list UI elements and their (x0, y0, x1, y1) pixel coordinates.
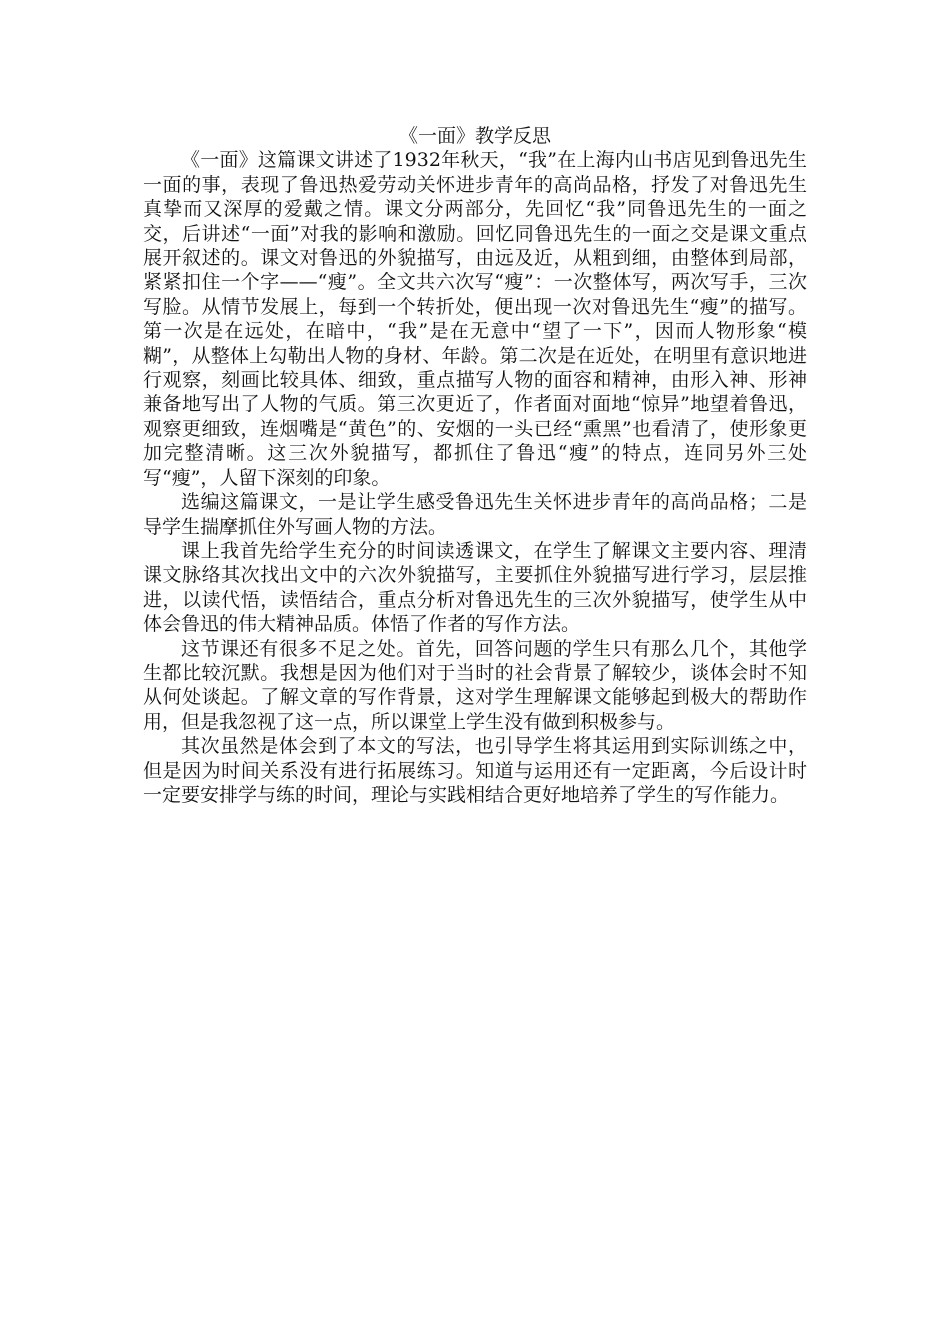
document-title: 《一面》教学反思 (398, 125, 551, 147)
paragraph-2: 选编这篇课文，一是让学生感受鲁迅先生关怀进步青年的高尚品格；二是导学生揣摩抓住外写画人物的方法。 (143, 491, 807, 538)
document-body (143, 124, 807, 807)
paragraph-4: 这节课还有很多不足之处。首先，回答问题的学生只有那么几个，其他学生都比较沉默。我想是因为他们对于当时的社会背景了解较少，谈体会时不知从何处谈起。了解文章的写作背景，这对学生理解课文能够起到极大的帮助作用，但是我忽视了这一点，所以课堂上学生没有做到积极参与。 (143, 637, 807, 733)
paragraph-5: 其次虽然是体会到了本文的写法，也引导学生将其运用到实际训练之中，但是因为时间关系没有进行拓展练习。知道与运用还有一定距离，今后设计时一定要安排学与练的时间，理论与实践相结合更好地培养了学生的写作能力。 (143, 735, 807, 806)
paragraph-1: 《一面》这篇课文讲述了1932年秋天，“我”在上海内山书店见到鲁迅先生一面的事，表现了鲁迅热爱劳动关怀进步青年的高尚品格，抒发了对鲁迅先生真挚而又深厚的爱戴之情。课文分两部分，先回忆“我”同鲁迅先生的一面之交，后讲述“一面”对我的影响和激励。回忆同鲁迅先生的一面之交是课文重点展开叙述的。课文对鲁迅的外貌描写，由远及近，从粗到细，由整体到局部，紧紧扣住一个字——“瘦”。全文共六次写“瘦”：一次整体写，两次写手，三次写脸。从情节发展上，每到一个转折处，便出现一次对鲁迅先生“瘦”的描写。第一次是在远处，在暗中，“我”是在无意中“望了一下”，因而人物形象“模糊”，从整体上勾勒出人物的身材、年龄。第二次是在近处，在明里有意识地进行观察，刻画比较具体、细致，重点描写人物的面容和精神，由形入神、形神兼备地写出了人物的气质。第三次更近了，作者面对面地“惊异”地望着鲁迅，观察更细致，连烟嘴是“黄色”的、安烟的一头已经“熏黑”也看清了，使形象更加完整清晰。这三次外貌描写，都抓住了鲁迅“瘦”的特点，连同另外三处写“瘦”，人留下深刻的印象。 (143, 149, 807, 489)
paragraph-3: 课上我首先给学生充分的时间读透课文，在学生了解课文主要内容、理清课文脉络其次找出文中的六次外貌描写，主要抓住外貌描写进行学习，层层推进，以读代悟，读悟结合，重点分析对鲁迅先生的三次外貌描写，使学生从中体会鲁迅的伟大精神品质。体悟了作者的写作方法。 (143, 539, 807, 636)
